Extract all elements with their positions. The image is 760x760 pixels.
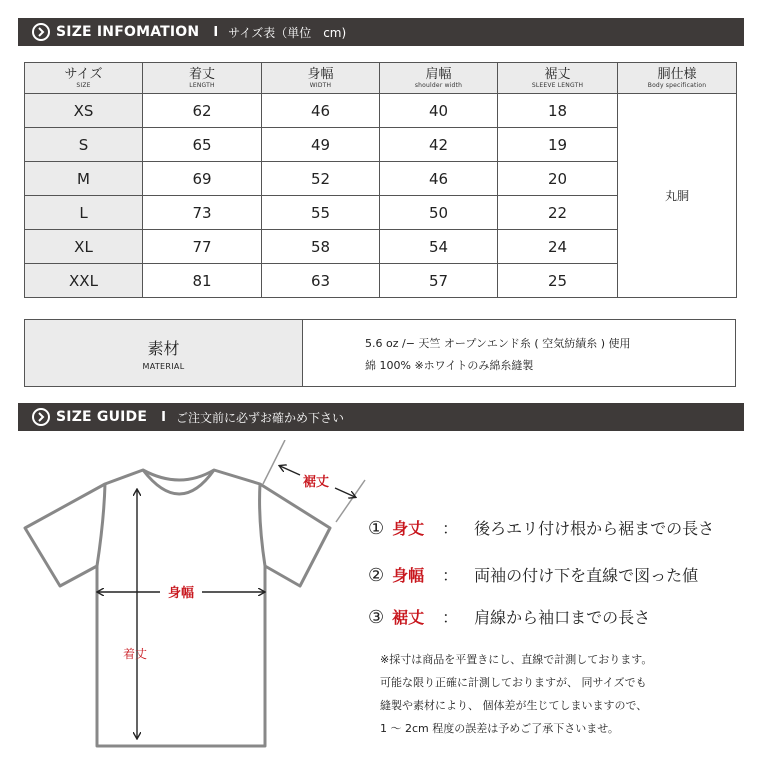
header-size: サイズ SIZE	[25, 63, 143, 94]
size-table	[24, 62, 737, 298]
cell-length: 73	[143, 196, 262, 230]
guide-item: ② 身幅 ： 両袖の付け下を直線で図った値	[368, 565, 699, 586]
cell-length: 77	[143, 230, 262, 264]
cell-sleeve: 19	[498, 128, 618, 162]
material-value	[303, 320, 631, 386]
section-subtitle: ご注文前に必ずお確かめ下さい	[175, 410, 344, 425]
cell-size: XL	[25, 230, 143, 264]
cell-body-spec: 丸胴	[618, 94, 737, 298]
size-info-header	[18, 18, 744, 46]
fine-print	[380, 648, 652, 740]
cell-length: 69	[143, 162, 262, 196]
header-shoulder: 肩幅 shoulder width	[380, 63, 498, 94]
material-label-en: MATERIAL	[142, 361, 185, 371]
fine-print-line: 1 ～ 2cm 程度の誤差は予めご了承下さいませ。	[380, 722, 619, 735]
material-label	[25, 320, 303, 386]
cell-shoulder: 57	[380, 264, 498, 298]
cell-width: 52	[262, 162, 380, 196]
cell-width: 49	[262, 128, 380, 162]
table-header-row	[25, 63, 737, 94]
cell-size: L	[25, 196, 143, 230]
table-row	[25, 94, 737, 128]
section-separator: I	[213, 24, 219, 40]
sleeve-label: 裾丈	[302, 475, 330, 490]
cell-size: XXL	[25, 264, 143, 298]
cell-sleeve: 18	[498, 94, 618, 128]
cell-sleeve: 24	[498, 230, 618, 264]
length-label: 着丈	[122, 647, 148, 661]
cell-shoulder: 40	[380, 94, 498, 128]
tshirt-outline	[25, 470, 330, 746]
fine-print-line: 可能な限り正確に計測しておりますが、 同サイズでも	[380, 676, 647, 689]
material-box	[24, 319, 736, 387]
cell-shoulder: 54	[380, 230, 498, 264]
section-subtitle: サイズ表（単位 cm)	[228, 25, 347, 40]
section-title: SIZE GUIDE	[56, 409, 148, 425]
section-separator: I	[161, 409, 166, 425]
header-sleeve: 裾丈 SLEEVE LENGTH	[498, 63, 618, 94]
sleeve-arrow	[280, 466, 300, 475]
chevron-right-circle-icon	[32, 408, 50, 426]
cell-length: 81	[143, 264, 262, 298]
cell-sleeve: 20	[498, 162, 618, 196]
cell-width: 55	[262, 196, 380, 230]
cell-length: 65	[143, 128, 262, 162]
fine-print-line: ※採寸は商品を平置きにし、直線で計測しております。	[380, 653, 653, 666]
material-line-1: 5.6 oz /− 天竺 オープンエンド糸 ( 空気紡績糸 ) 使用	[365, 337, 631, 350]
tshirt-diagram	[0, 440, 370, 760]
cell-sleeve: 25	[498, 264, 618, 298]
header-body-spec: 胴仕様 Body specification	[618, 63, 737, 94]
material-label-jp: 素材	[147, 338, 180, 358]
cell-size: XS	[25, 94, 143, 128]
cell-width: 58	[262, 230, 380, 264]
fine-print-line: 縫製や素材により、 個体差が生じてしまいますので、	[380, 699, 648, 712]
cell-shoulder: 50	[380, 196, 498, 230]
cell-width: 63	[262, 264, 380, 298]
cell-size: S	[25, 128, 143, 162]
section-title: SIZE INFOMATION	[56, 24, 200, 40]
cell-size: M	[25, 162, 143, 196]
cell-width: 46	[262, 94, 380, 128]
cell-sleeve: 22	[498, 196, 618, 230]
material-line-2: 綿 100% ※ホワイトのみ綿糸縫製	[365, 359, 534, 372]
size-guide-header	[18, 403, 744, 431]
guide-item: ③ 裾丈 ： 肩線から袖口までの長さ	[368, 607, 651, 628]
header-length: 着丈 LENGTH	[143, 63, 262, 94]
cell-shoulder: 42	[380, 128, 498, 162]
chevron-right-circle-icon	[32, 23, 50, 41]
header-width: 身幅 WIDTH	[262, 63, 380, 94]
width-label: 身幅	[167, 586, 195, 601]
cell-length: 62	[143, 94, 262, 128]
cell-shoulder: 46	[380, 162, 498, 196]
guide-item: ① 身丈 ： 後ろエリ付け根から裾までの長さ	[368, 518, 715, 539]
